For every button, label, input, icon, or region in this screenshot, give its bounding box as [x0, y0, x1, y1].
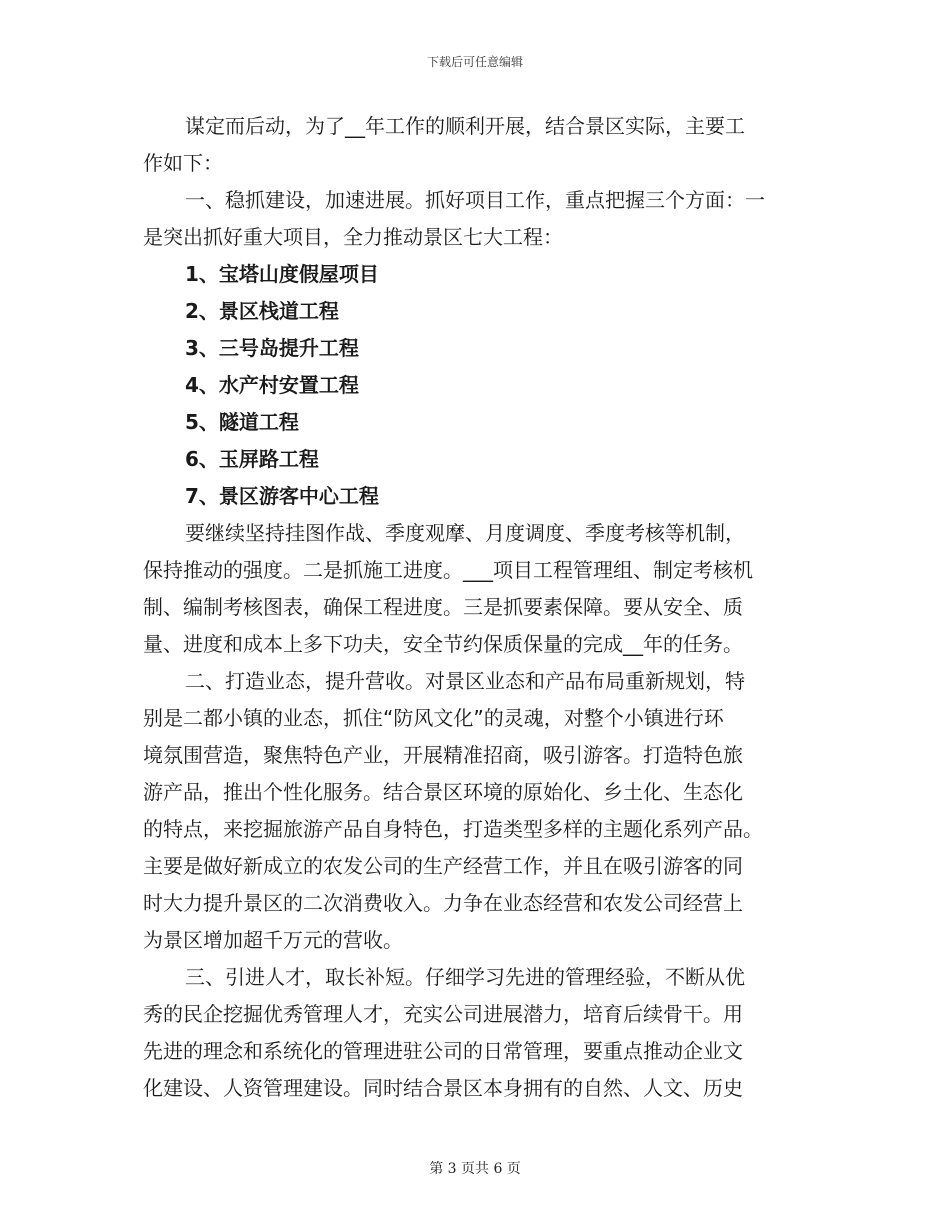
project-list-item: 7、景区游客中心工程 [185, 484, 379, 508]
paragraph-line: 时大力提升景区的二次消费收入。力争在业态经营和农发公司经营上 [143, 891, 743, 915]
paragraph-line: 谋定而后动，为了__年工作的顺利开展，结合景区实际，主要工 [185, 114, 745, 138]
page-header: 下载后可任意编辑 [426, 55, 523, 69]
paragraph-line: 的特点，来挖掘旅游产品自身特色，打造类型多样的主题化系列产品。 [143, 817, 763, 841]
paragraph-line: 游产品，推出个性化服务。结合景区环境的原始化、乡土化、生态化 [143, 780, 743, 804]
paragraph-line: 境氛围营造，聚焦特色产业，开展精准招商，吸引游客。打造特色旅 [143, 743, 743, 767]
paragraph-line: 要继续坚持挂图作战、季度观摩、月度调度、季度考核等机制， [185, 521, 745, 545]
document-body [143, 108, 811, 1107]
paragraph-line: 一、稳抓建设，加速进展。抓好项目工作，重点把握三个方面：一 [185, 188, 765, 212]
paragraph-line: 二、打造业态，提升营收。对景区业态和产品布局重新规划，特 [185, 669, 745, 693]
paragraph-line: 是突出抓好重大项目，全力推动景区七大工程： [143, 225, 563, 249]
paragraph-line: 主要是做好新成立的农发公司的生产经营工作，并且在吸引游客的同 [143, 854, 743, 878]
project-list-item: 4、水产村安置工程 [185, 373, 359, 397]
paragraph-line: 三、引进人才，取长补短。仔细学习先进的管理经验，不断从优 [185, 965, 745, 989]
project-list-item: 5、隧道工程 [185, 410, 299, 434]
paragraph-line: 秀的民企挖掘优秀管理人才，充实公司进展潜力，培育后续骨干。用 [143, 1002, 743, 1026]
project-list-item: 1、宝塔山度假屋项目 [185, 262, 379, 286]
paragraph-line: 制、编制考核图表，确保工程进度。三是抓要素保障。要从安全、质 [143, 595, 743, 619]
page-footer: 第 3 页共 6 页 [429, 1161, 521, 1177]
paragraph-line: 别是二都小镇的业态，抓住“防风文化”的灵魂，对整个小镇进行环 [143, 706, 724, 730]
paragraph-line: 为景区增加超千万元的营收。 [143, 928, 403, 952]
paragraph-line: 作如下： [143, 151, 223, 175]
project-list-item: 3、三号岛提升工程 [185, 336, 359, 360]
paragraph-line: 化建设、人资管理建设。同时结合景区本身拥有的自然、人文、历史 [143, 1076, 743, 1100]
paragraph-line: 先进的理念和系统化的管理进驻公司的日常管理，要重点推动企业文 [143, 1039, 743, 1063]
paragraph-line: 量、进度和成本上多下功夫，安全节约保质保量的完成__年的任务。 [143, 632, 743, 656]
project-list-item: 2、景区栈道工程 [185, 299, 339, 323]
project-list-item: 6、玉屏路工程 [185, 447, 319, 471]
paragraph-line: 保持推动的强度。二是抓施工进度。___项目工程管理组、制定考核机 [143, 558, 753, 582]
